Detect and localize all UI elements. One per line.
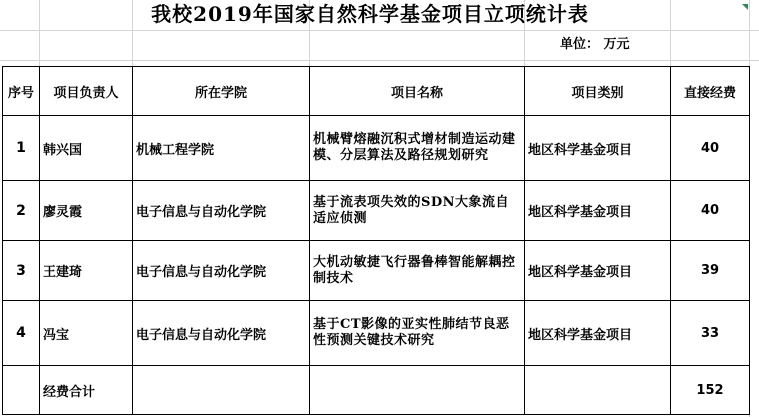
- cell-direct-fund[interactable]: 40: [671, 181, 750, 241]
- cell-project-name[interactable]: 机械臂熔融沉积式增材制造运动建模、分层算法及路径规划研究: [310, 116, 525, 181]
- cell-index-text: 3: [16, 262, 26, 279]
- cell-leader[interactable]: 韩兴国: [40, 116, 133, 181]
- cell-total-fund[interactable]: 152: [671, 366, 750, 415]
- cell-leader[interactable]: 廖灵霞: [40, 181, 133, 241]
- cell-category[interactable]: 地区科学基金项目: [525, 241, 671, 301]
- cell-direct-fund[interactable]: 33: [671, 301, 750, 366]
- header-leader[interactable]: 项目负责人: [40, 67, 133, 116]
- cell-index-empty[interactable]: [3, 366, 40, 415]
- cell-index-text: 1: [16, 140, 26, 156]
- grid-row-line: [0, 30, 759, 31]
- cell-project-name[interactable]: 基于流表项失效的SDN大象流自适应侦测: [310, 181, 525, 241]
- cell-direct-fund[interactable]: 39: [671, 241, 750, 301]
- cell-college-empty[interactable]: [133, 366, 310, 415]
- cell-index[interactable]: [3, 301, 40, 366]
- grid-row-line: [0, 60, 759, 61]
- cell-project-name[interactable]: 基于CT影像的亚实性肺结节良恶性预测关键技术研究: [310, 301, 525, 366]
- cell-college[interactable]: 机械工程学院: [133, 116, 310, 181]
- table-total-row: [3, 366, 750, 415]
- table-header-row: [3, 67, 750, 116]
- cell-index[interactable]: [3, 181, 40, 241]
- cell-project-empty[interactable]: [310, 366, 525, 415]
- cell-leader[interactable]: 王建琦: [40, 241, 133, 301]
- cell-college[interactable]: 电子信息与自动化学院: [133, 181, 310, 241]
- cell-category[interactable]: 地区科学基金项目: [525, 116, 671, 181]
- table-row: [3, 181, 750, 241]
- table-row: [3, 116, 750, 181]
- funding-table: [2, 66, 750, 415]
- cell-category[interactable]: 地区科学基金项目: [525, 301, 671, 366]
- header-direct-fund[interactable]: 直接经费: [671, 67, 750, 116]
- cell-index-text: 2: [16, 202, 26, 219]
- table-row: [3, 241, 750, 301]
- table-row: [3, 301, 750, 366]
- header-index[interactable]: 序号: [3, 67, 40, 116]
- sheet-title: 我校2019年国家自然科学基金项目立项统计表: [151, 2, 589, 26]
- unit-label: 单位： 万元: [560, 37, 630, 52]
- cell-index[interactable]: [3, 116, 40, 181]
- header-category[interactable]: 项目类别: [525, 67, 671, 116]
- cell-leader[interactable]: 冯宝: [40, 301, 133, 366]
- cell-college[interactable]: 电子信息与自动化学院: [133, 301, 310, 366]
- header-project-name[interactable]: 项目名称: [310, 67, 525, 116]
- cell-comment-marker-icon: [742, 4, 748, 10]
- cell-college[interactable]: 电子信息与自动化学院: [133, 241, 310, 301]
- header-college[interactable]: 所在学院: [133, 67, 310, 116]
- cell-direct-fund[interactable]: 40: [671, 116, 750, 181]
- cell-total-label[interactable]: 经费合计: [40, 366, 133, 415]
- cell-category[interactable]: 地区科学基金项目: [525, 181, 671, 241]
- cell-index[interactable]: [3, 241, 40, 301]
- cell-index-text: 4: [16, 325, 26, 341]
- cell-category-empty[interactable]: [525, 366, 671, 415]
- cell-project-name[interactable]: 大机动敏捷飞行器鲁棒智能解耦控制技术: [310, 241, 525, 301]
